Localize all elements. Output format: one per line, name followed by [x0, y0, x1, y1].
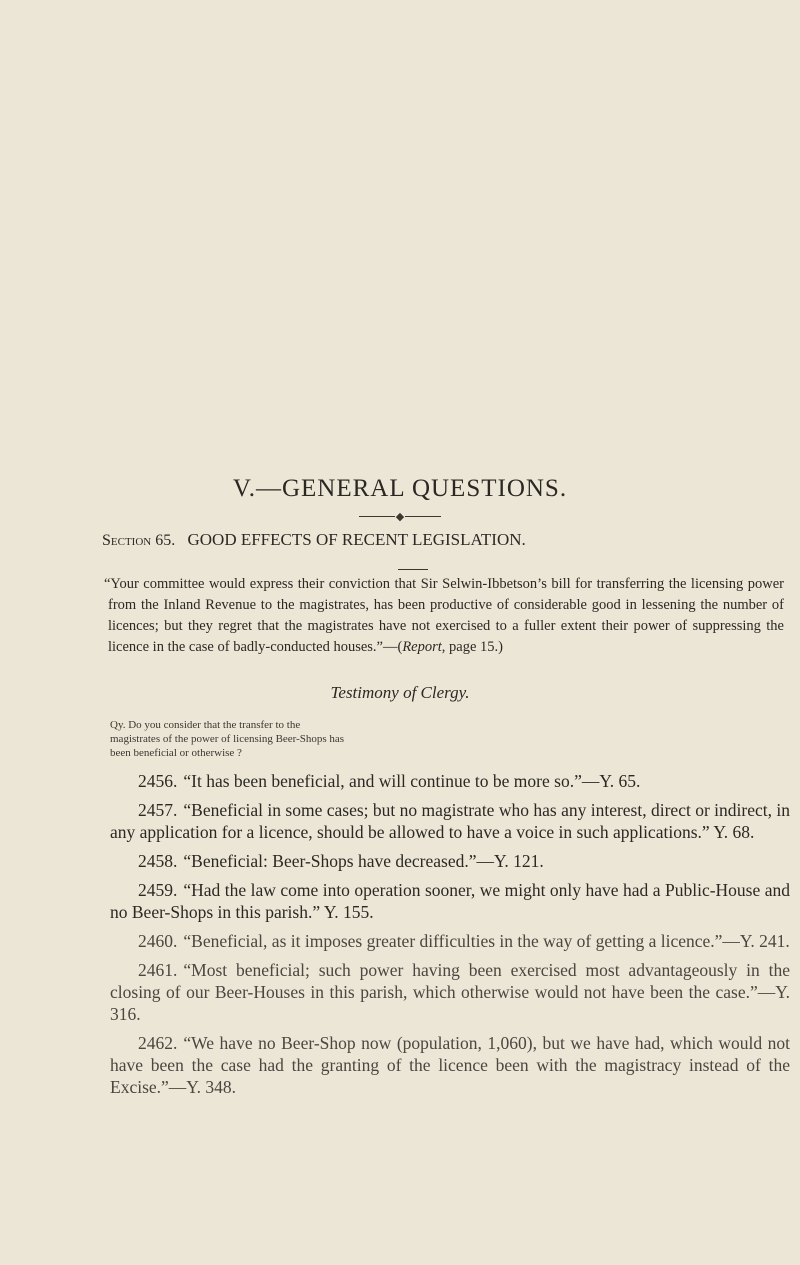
section-heading: [102, 530, 792, 550]
answer-text: “It has been beneficial, and will continue to be more so.”—Y. 65.: [183, 771, 641, 791]
answer-text: “We have no Beer-Shop now (population, 1,060), but we have had, which would not have been the case had the granting of the licence been with the magistracy instead of the Excise.”—Y. 348.: [110, 1033, 790, 1097]
answer-item: [110, 879, 790, 923]
part-title: V.—GENERAL QUESTIONS.: [232, 475, 568, 502]
answers-list: [110, 770, 790, 1105]
ornament-rule-left: [359, 516, 395, 517]
answer-number: 2461.: [138, 960, 178, 980]
answer-number: 2460.: [138, 931, 178, 951]
answer-number: 2456.: [138, 771, 178, 791]
answer-item: [110, 930, 790, 952]
answer-number: 2458.: [138, 851, 178, 871]
ornament-rule-right: [405, 516, 441, 517]
quote-source: Report: [402, 639, 442, 655]
short-divider: [398, 569, 428, 570]
question-text: Qy. Do you consider that the transfer to the magistrates of the power of licensing Beer-Shops has been beneficial or otherwise ?: [110, 719, 345, 759]
answer-text: “Beneficial, as it imposes greater difficulties in the way of getting a licence.”—Y. 241.: [183, 931, 790, 951]
answer-text: “Had the law come into operation sooner, we might only have had a Public-House and no Beer-Shops in this parish.” Y. 155.: [110, 880, 790, 922]
answer-number: 2457.: [138, 800, 178, 820]
quote-text: “Your committee would express their conviction that Sir Selwin-Ibbetson’s bill for transferring the licensing power from the Inland Revenue to the magistrates, has been productive of considerable good in lessening the number of licences; but they regret that the magistrates have not exercised to a fuller extent their power of suppressing the licence in the case of badly-conducted houses.”—(: [104, 576, 784, 655]
answer-text: “Most beneficial; such power having been exercised most advantageously in the closing of our Beer-Houses in this parish, which otherwise would not have been the case.”—Y. 316.: [110, 960, 790, 1024]
answer-item: [110, 1032, 790, 1098]
answer-number: 2462.: [138, 1033, 178, 1053]
committee-quote: [104, 574, 784, 658]
answer-item: [110, 959, 790, 1025]
section-title: GOOD EFFECTS OF RECENT LEGISLATION.: [187, 530, 526, 549]
testimony-subheading: Testimony of Clergy.: [330, 683, 470, 702]
answer-text: “Beneficial: Beer-Shops have decreased.”—Y. 121.: [183, 851, 544, 871]
diamond-icon: ◆: [395, 511, 405, 523]
answer-item: [110, 770, 790, 792]
section-label: Section 65.: [102, 532, 176, 549]
quote-page-ref: , page 15.): [441, 639, 503, 655]
answer-number: 2459.: [138, 880, 178, 900]
answer-item: [110, 850, 790, 872]
answer-text: “Beneficial in some cases; but no magistrate who has any interest, direct or indirect, in any application for a licence, should be allowed to have a voice in such applications.” Y. 68.: [110, 800, 790, 842]
answer-item: [110, 799, 790, 843]
ornament-divider: [0, 510, 800, 523]
